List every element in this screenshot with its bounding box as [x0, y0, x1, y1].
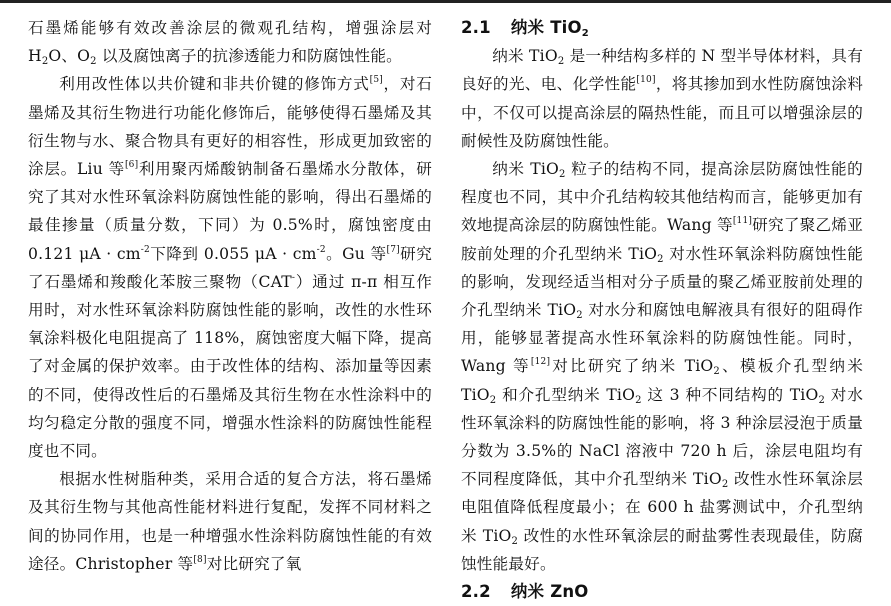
section-heading-2-2: 2.2 纳米 ZnO [461, 582, 589, 602]
citation: [11] [732, 216, 753, 227]
paragraph-tio2-intro: 纳米 TiO$_2$ 是一种结构多样的 N 型半导体材料，具有良好的光、电、化学性能[10]，将其掺加到水性防腐蚀涂料中，不仅可以提高涂层的隔热性能，而且可以增强涂层的耐候性及防腐蚀性能。 [461, 47, 864, 150]
top-rule [0, 0, 891, 3]
paragraph-1: 石墨烯能够有效改善涂层的微观孔结构，增强涂层对 $H_2O$、$O_2$ 以及腐蚀离子的抗渗透能力和防腐蚀性能。 [28, 19, 432, 68]
citation: [6] [124, 160, 139, 171]
citation: [5] [369, 75, 383, 86]
right-column [461, 14, 863, 606]
paragraph-2: 利用改性体以共价键和非共价键的修饰方式[5]，对石墨烯及其衍生物进行功能化修饰后，能够使得石墨烯及其衍生物与水、聚合物具有更好的相容性，形成更加致密的涂层。Liu 等[6]利用聚丙烯酸钠制备石墨烯水分散体，研究了其对水性环氧涂料防腐蚀性能的影响，得出石墨烯的最佳掺量（质量分数，下同）为 0.5%时，腐蚀密度由 0.121 $\mu A \cdot cm^{-2}$下降到 0.055 $\mu A \cdot cm^{-2}$。Gu 等[7]研究了石墨烯和羧酸化苯胺三聚物（CAT-）通过 π-π 相互作用时，对水性环氧涂料防腐蚀性能的影响，改性的水性环氧涂料极化电阻提高了 118%，腐蚀密度大幅下降，提高了对金属的保护效率。由于改性体的结构、添加量等因素的不同，使得改性后的石墨烯及其衍生物在水性涂料中的均匀稳定分散的强度不同，增强水性涂料的防腐蚀性能程度也不同。 [28, 75, 432, 461]
citation: [7] [386, 244, 400, 255]
paragraph-3: 根据水性树脂种类，采用合适的复合方法，将石墨烯及其衍生物与其他高性能材料进行复配，发挥不同材料之间的协同作用，也是一种增强水性涂料防腐蚀性能的有效途径。Christopher 等[8]对比研究了氧 [28, 470, 432, 573]
paragraph-tio2-structure: 纳米 TiO$_2$ 粒子的结构不同，提高涂层防腐蚀性能的程度也不同，其中介孔结构较其他结构而言，能够更加有效地提高涂层的防腐蚀性能。Wang 等[11]研究了聚乙烯亚胺前处理的介孔型纳米 TiO$_2$ 对水性环氧涂料防腐蚀性能的影响，发现经适当相对分子质量的聚乙烯亚胺前处理的介孔型纳米 TiO$_2$ 对水分和腐蚀电解液具有很好的阻碍作用，能够显著提高水性环氧涂料的防腐蚀性能。同时，Wang 等[12]对比研究了纳米 TiO$_2$、模板介孔型纳米 TiO$_2$ 和介孔型纳米 TiO$_2$ 这 3 种不同结构的 TiO$_2$ 对水性环氧涂料的防腐蚀性能的影响，将 3 种涂层浸泡于质量分数为 3.5%的 NaCl 溶液中 720 h 后，涂层电阻均有不同程度降低，其中介孔型纳米 TiO$_2$ 改性水性环氧涂层电阻值降低程度最小；在 600 h 盐雾测试中，介孔型纳米 TiO$_2$ 改性的水性环氧涂层的耐盐雾性表现最佳，防腐蚀性能最好。 [461, 160, 864, 573]
left-column [28, 14, 432, 578]
section-heading-2-1: 2.1 纳米 TiO$_2$ [461, 18, 589, 39]
citation: [12] [530, 357, 551, 368]
citation: [10] [636, 75, 656, 86]
citation: [8] [193, 554, 207, 565]
